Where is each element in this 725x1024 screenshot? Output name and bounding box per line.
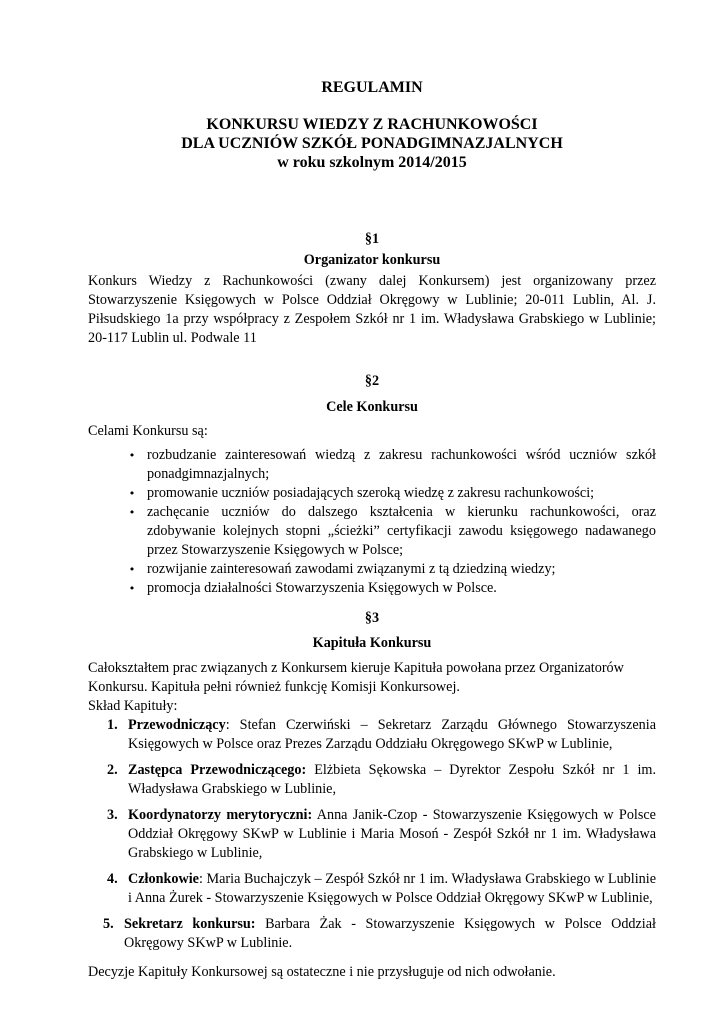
member-item: [88, 915, 656, 953]
member-number: 2.: [107, 762, 118, 778]
section-1-text: Konkurs Wiedzy z Rachunkowości (zwany dalej Konkursem) jest organizowany przez Stowarzyszenie Księgowych w Polsce Oddział Okręgowy w Lublinie; 20-011 Lublin, Al. J. Piłsudskiego 1a przy współpracy z Zespołem Szkół nr 1 im. Władysława Grabskiego w Lublinie; 20-117 Lublin ul. Podwale 11: [88, 273, 656, 346]
member-number: 1.: [107, 717, 118, 733]
member-text: Stefan Czerwiński – Sekretarz Zarządu Głównego Stowarzyszenia Księgowych w Polsce oraz Prezes Zarządu Oddziału Okręgowego SKwP w Lublinie,: [128, 717, 656, 752]
section-3-heading: Kapituła Konkursu: [312, 635, 432, 651]
list-item: [88, 446, 656, 484]
member-role: Zastępca Przewodniczącego:: [128, 762, 307, 778]
goal-text: rozbudzanie zainteresowań wiedzą z zakresu rachunkowości wśród uczniów szkół ponadgimnazjalnych;: [147, 447, 656, 482]
subtitle-line-2: DLA UCZNIÓW SZKÓŁ PONADGIMNAZJALNYCH: [181, 135, 563, 152]
member-text: Elżbieta Sękowska – Dyrektor Zespołu Szkół nr 1 im. Władysława Grabskiego w Lublinie,: [128, 762, 656, 797]
section-3-intro-text: Całokształtem prac związanych z Konkursem kieruje Kapituła powołana przez Organizatorów Konkursu. Kapituła pełni również funkcję Komisji Konkursowej.: [88, 660, 624, 695]
member-role: Członkowie: [128, 871, 199, 887]
document-subtitle: [88, 115, 656, 172]
goals-list: [88, 446, 656, 598]
goal-text: zachęcanie uczniów do dalszego kształcenia w kierunku rachunkowości, oraz zdobywanie kolejnych stopni „ścieżki” certyfikacji zawodu księgowego nadawanego przez Stowarzyszenie Księgowych w Polsce;: [147, 504, 656, 558]
member-role-separator: :: [198, 871, 203, 887]
member-role-separator: :: [225, 717, 230, 733]
section-3-number: §3: [364, 610, 380, 626]
member-text: Anna Janik-Czop - Stowarzyszenie Księgowych w Polsce Oddział Okręgowy SKwP w Lublinie i Maria Mosoń - Zespół Szkół nr 1 im. Władysława Grabskiego w Lublinie,: [128, 807, 656, 861]
goal-text: promowanie uczniów posiadających szeroką wiedzę z zakresu rachunkowości;: [147, 485, 595, 501]
document-title: [88, 78, 656, 97]
member-role: Koordynatorzy merytoryczni:: [128, 807, 313, 823]
member-number: 4.: [107, 871, 118, 887]
bullet-icon: •: [128, 449, 136, 462]
member-role: Przewodniczący: [128, 717, 226, 733]
bullet-icon: •: [128, 506, 136, 519]
member-text: Barbara Żak - Stowarzyszenie Księgowych w Polsce Oddział Okręgowy SKwP w Lublinie.: [124, 916, 656, 951]
member-role: Sekretarz konkursu:: [124, 916, 256, 932]
member-number: 5.: [103, 916, 114, 932]
subtitle-line-3: w roku szkolnym 2014/2015: [277, 154, 467, 171]
bullet-icon: •: [128, 487, 136, 500]
bullet-icon: •: [128, 563, 136, 576]
list-item: [88, 503, 656, 560]
bullet-icon: •: [128, 582, 136, 595]
section-2-heading: Cele Konkursu: [326, 399, 418, 415]
list-item: [88, 560, 656, 579]
member-text: Maria Buchajczyk – Zespół Szkół nr 1 im. Władysława Grabskiego w Lublinie i Anna Żurek - Stowarzyszenie Księgowych w Polsce Oddział Okręgowy SKwP w Lublinie,: [128, 871, 656, 906]
list-item: [88, 484, 656, 503]
members-list: [88, 716, 656, 960]
section-1-number: §1: [364, 231, 380, 247]
section-1-heading: Organizator konkursu: [303, 252, 441, 268]
member-item: [88, 806, 656, 863]
section-3-sklad-label: Skład Kapituły:: [88, 698, 178, 714]
member-item: [88, 761, 656, 799]
member-item: [88, 716, 656, 754]
member-item: [88, 870, 656, 908]
goal-text: rozwijanie zainteresowań zawodami związanymi z tą dziedziną wiedzy;: [147, 561, 556, 577]
subtitle-line-1: KONKURSU WIEDZY Z RACHUNKOWOŚCI: [206, 116, 538, 133]
section-2-number: §2: [364, 373, 380, 389]
list-item: [88, 579, 656, 598]
goal-text: promocja działalności Stowarzyszenia Księgowych w Polsce.: [147, 580, 497, 596]
section-2-intro: Celami Konkursu są:: [88, 423, 208, 439]
title-regulamin: REGULAMIN: [321, 79, 423, 96]
member-number: 3.: [107, 807, 118, 823]
section-3-intro: [88, 659, 656, 716]
closing-statement: Decyzje Kapituły Konkursowej są ostateczne i nie przysługuje od nich odwołanie.: [88, 964, 556, 980]
